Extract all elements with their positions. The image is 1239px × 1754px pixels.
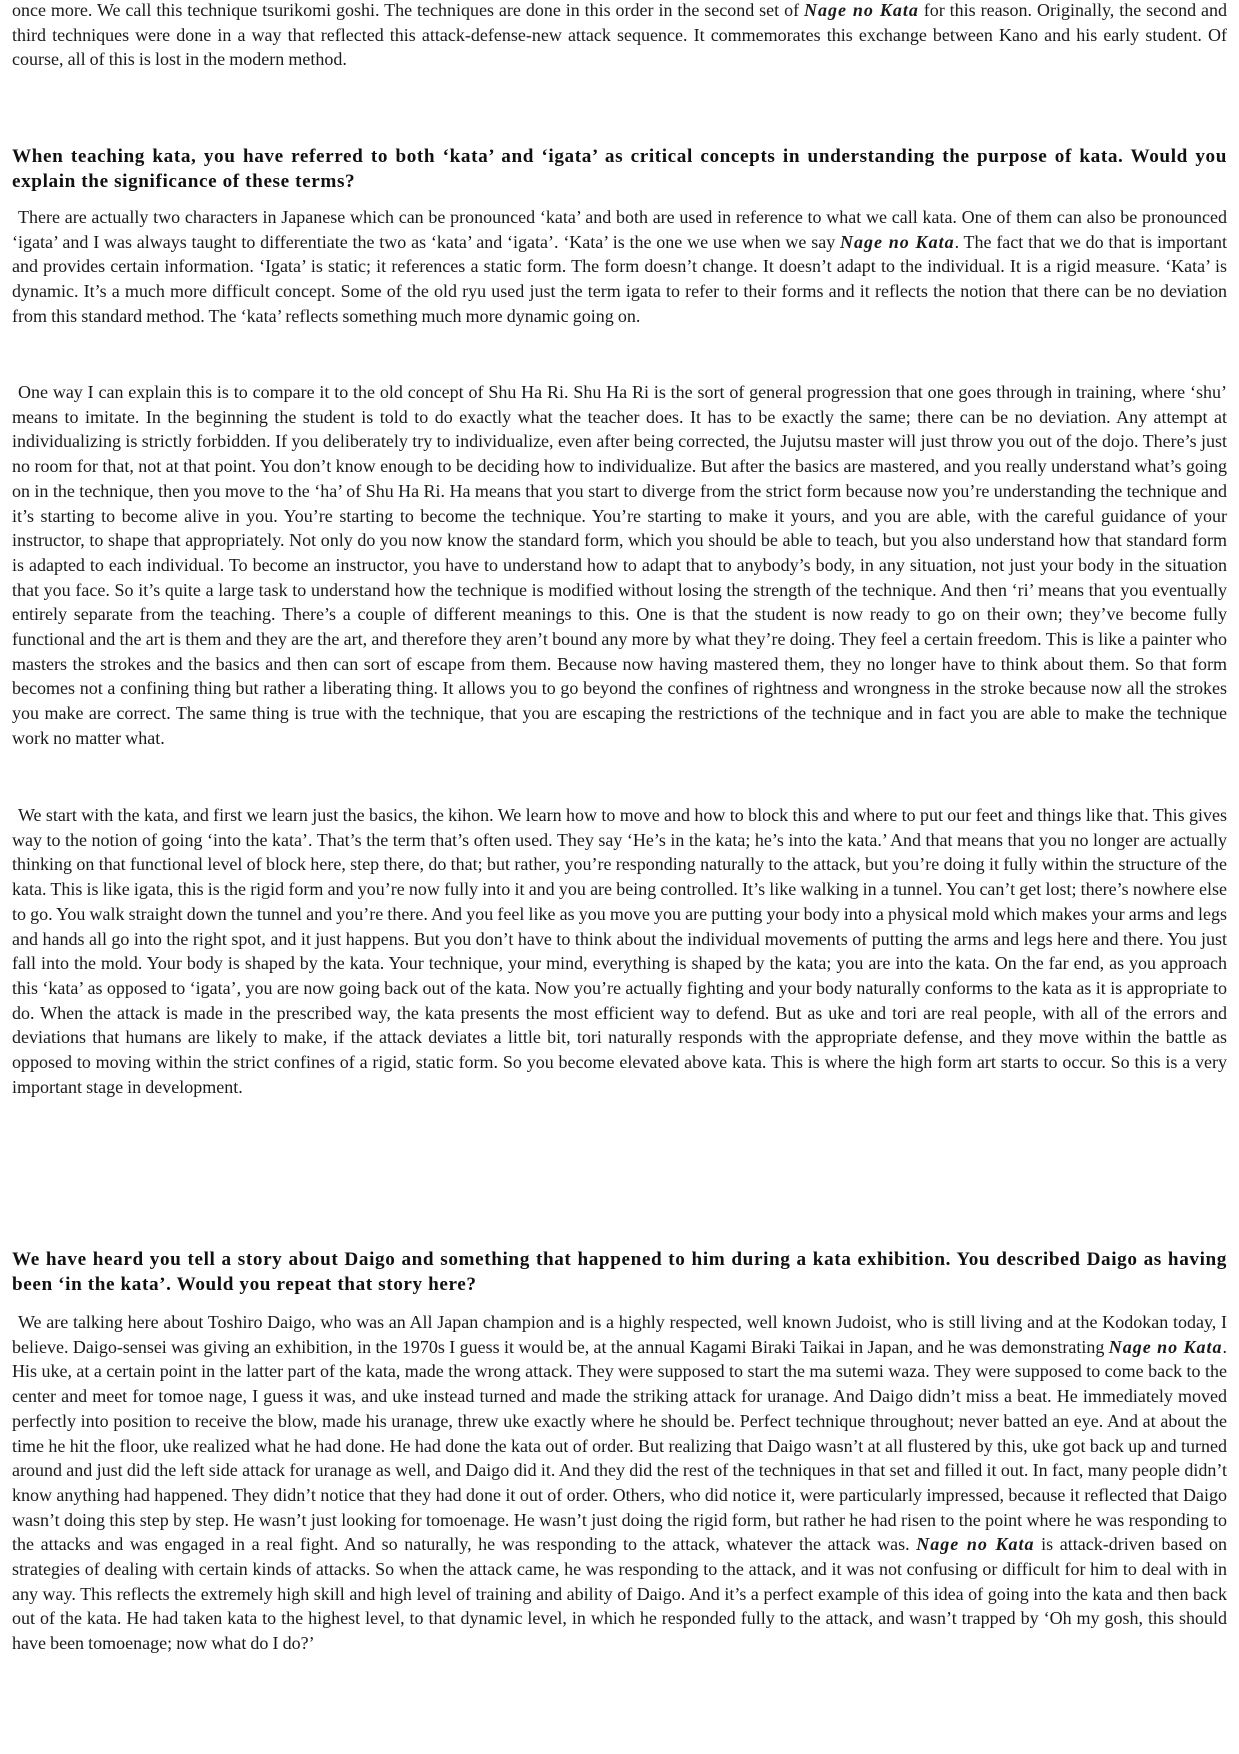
text-run: . His uke, at a certain point in the latter part of the kata, made the wrong attack. They were supposed to start the ma sutemi waza. They were supposed to come back to the center and meet for tomoe nage, I guess it was, and uke instead turned and made the striking attack for uranage. And Daigo didn’t miss a beat. He immediately moved perfectly into position to receive the blow, made his uranage, threw uke exactly where he should be. Perfect technique throughout; never batted an eye. And at about the time he hit the floor, uke realized what he had done. He had done the kata out of order. But realizing that Daigo wasn’t at all flustered by this, uke got back up and turned around and just did the left side attack for uranage as well, and Daigo did it. And they did the rest of the techniques in that set and filled it out. In fact, many people didn’t know anything had happened. They didn’t notice that they had done it out of order. Others, who did notice it, were particularly impressed, because it reflected that Daigo wasn’t doing this step by step. He wasn’t just looking for tomoenage. He wasn’t just doing the rigid form, but rather he had risen to the point where he was responding to the attacks and was engaged in a real fight. And so naturally, he was responding to the attack, whatever the attack was. (12, 1336, 1227, 1555)
kata-term: Nage no Kata (916, 1534, 1035, 1555)
text-run: We are talking here about Toshiro Daigo, who was an All Japan champion and is a highly respected, well known Judoist, who is still living and at the Kodokan today, I believe. Daigo-sensei was giving an exhibition, in the 1970s I guess it would be, at the annual Kagami Biraki Taikai in Japan, and he was demonstrating (12, 1312, 1227, 1357)
kata-term: Nage no Kata (1108, 1336, 1223, 1357)
text-run: once more. We call this technique tsurikomi goshi. The techniques are done in this order in the second set of (12, 0, 804, 20)
text-run: is attack-driven based on strategies of dealing with certain kinds of attacks. So when the attack came, he was responding to the attack, and it was not confusing or difficult for him to deal with in any way. This reflects the extremely high skill and high level of training and ability of Daigo. And it’s a perfect example of this idea of going into the kata and then back out of the kata. He had taken kata to the highest level, to that dynamic level, in which he responded fully to the attack, and wasn’t trapped by ‘Oh my gosh, this should have been tomoenage; now what do I do?’ (12, 1534, 1227, 1654)
answer-paragraph: We start with the kata, and first we learn just the basics, the kihon. We learn how to move and how to block this and where to put our feet and things like that. This gives way to the notion of going ‘into the kata’. That’s the term that’s often used. They say ‘He’s in the kata; he’s into the kata.’ And that means that you no longer are actually thinking on that functional level of block here, step there, do that; but rather, you’re responding naturally to the attack, but you’re doing it fully within the structure of the kata. This is like igata, this is the rigid form and you’re now fully into it and you are being controlled. It’s like walking in a tunnel. You can’t get lost; there’s nowhere else to go. You walk straight down the tunnel and you’re there. And you feel like as you move you are putting your body into a physical mold which makes your arms and legs and hands all go into the right spot, and it just happens. But you don’t have to think about the individual movements of putting the arms and legs here and there. You just fall into the mold. Your body is shaped by the kata. Your technique, your mind, everything is shaped by the kata; you are into the kata. On the far end, as you approach this ‘kata’ as opposed to ‘igata’, you are now going back out of the kata. Now you’re actually fighting and your body naturally conforms to the kata as it is appropriate to do. When the attack is made in the prescribed way, the kata presents the most efficient way to defend. But as uke and tori are real people, with all of the errors and deviations that humans are likely to make, if the attack deviates a little bit, tori naturally responds with the appropriate defense, and they move within the battle as opposed to moving within the strict confines of a rigid, static form. So you become elevated above kata. This is where the high form art starts to occur. So this is a very important stage in development. (12, 805, 1227, 1097)
kata-term: Nage no Kata (839, 231, 955, 252)
paragraph-continuation (12, 0, 1227, 72)
kata-term: Nage no Kata (804, 0, 919, 20)
text-run: for this reason. Originally, the second and third techniques were done in a way that reflected this attack-defense-new attack sequence. It commemorates this exchange between Kano and his early student. Of course, all of this is lost in the modern method. (12, 0, 1228, 70)
text-run: . The fact that we do that is important and provides certain information. ‘Igata’ is static; it references a static form. The form doesn’t change. It doesn’t adapt to the individual. It is a rigid measure. ‘Kata’ is dynamic. It’s a much more difficult concept. Some of the old ryu used just the term igata to refer to their forms and it reflects the notion that there can be no deviation from this standard method. The ‘kata’ reflects something much more dynamic going on. (12, 231, 1227, 326)
interview-question: We have heard you tell a story about Daigo and something that happened to him during a kata exhibition. You described Daigo as having been ‘in the kata’. Would you repeat that story here? (12, 1249, 1227, 1295)
text-run: There are actually two characters in Japanese which can be pronounced ‘kata’ and both are used in reference to what we call kata. One of them can also be pronounced ‘igata’ and I was always taught to differentiate the two as ‘kata’ and ‘igata’. ‘Kata’ is the one we use when we say (12, 207, 1227, 252)
document-page (12, 0, 1227, 1754)
answer-paragraph: One way I can explain this is to compare it to the old concept of Shu Ha Ri. Shu Ha Ri is the sort of general progression that one goes through in training, where ‘shu’ means to imitate. In the beginning the student is told to do exactly what the teacher does. It has to be exactly the same; there can be no deviation. Any attempt at individualizing is strictly forbidden. If you deliberately try to individualize, even after being corrected, the Jujutsu master will just throw you out of the dojo. There’s just no room for that, not at that point. You don’t know enough to be deciding how to individualize. But after the basics are mastered, and you really understand what’s going on in the technique, then you move to the ‘ha’ of Shu Ha Ri. Ha means that you start to diverge from the strict form because now you’re understanding the technique and it’s starting to become alive in you. You’re starting to become the technique. You’re starting to make it yours, and you are able, with the careful guidance of your instructor, to shape that appropriately. Not only do you now know the standard form, which you should be able to teach, but you also understand how that standard form is adapted to each individual. To become an instructor, you have to understand how to adapt that to anybody’s body, in any situation, not just your body in the situation that you face. So it’s quite a large task to understand how the technique is modified without losing the strength of the technique. And then ‘ri’ means that you eventually entirely separate from the teaching. There’s a couple of different meanings to this. One is that the student is now ready to go on their own; they’ve become fully functional and the art is them and they are the art, and therefore they aren’t bound any more by what they’re doing. They feel a certain freedom. This is like a painter who masters the strokes and the basics and then can sort of escape from them. Because now having mastered them, they no longer have to think about them. So that form becomes not a confining thing but rather a liberating thing. It allows you to go beyond the confines of rightness and wrongness in the stroke because now all the strokes you make are correct. The same thing is true with the technique, that you are escaping the restrictions of the technique and in fact you are able to make the technique work no matter what. (12, 382, 1227, 748)
answer-paragraph (12, 1310, 1227, 1656)
answer-paragraph (12, 205, 1227, 329)
interview-question: When teaching kata, you have referred to both ‘kata’ and ‘igata’ as critical concepts in understanding the purpose of kata. Would you explain the significance of these terms? (12, 146, 1227, 192)
